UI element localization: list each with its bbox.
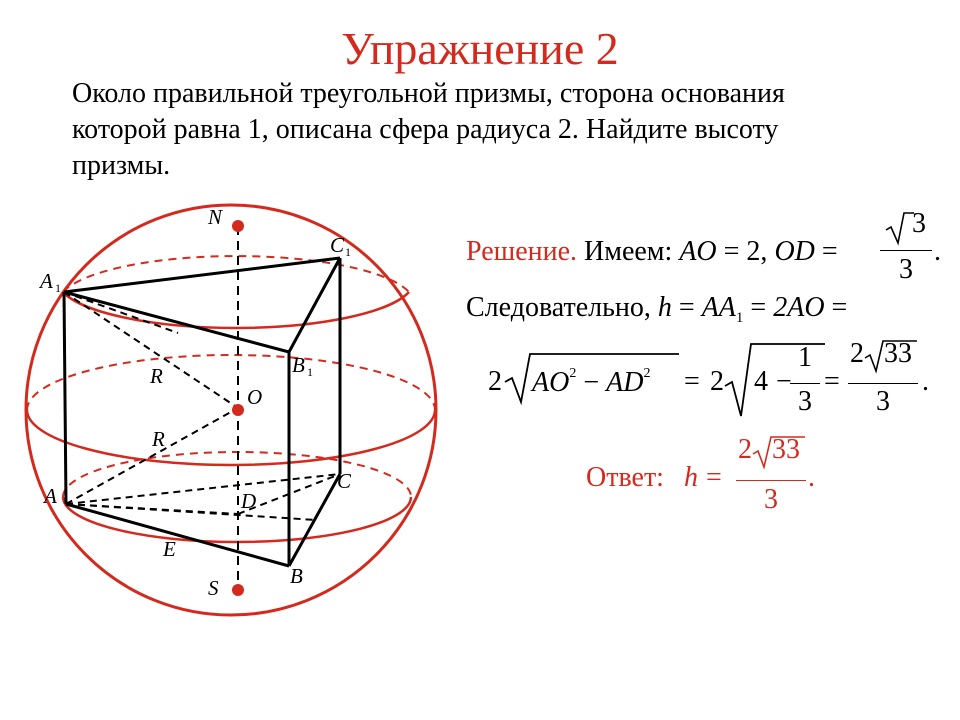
- answer-bar: [736, 480, 806, 481]
- solution-intro: Имеем:: [584, 236, 673, 267]
- label-r-lower: R: [152, 427, 165, 451]
- od-fraction-bar: [880, 250, 932, 251]
- problem-line: призмы.: [72, 150, 171, 181]
- label-n: N: [208, 205, 223, 229]
- answer-eq: =: [706, 462, 722, 493]
- result-radicand: 33: [884, 338, 912, 369]
- answer-radicand: 33: [772, 434, 800, 465]
- consequently-word: Следовательно,: [466, 292, 651, 323]
- sq-1: 2: [569, 366, 577, 381]
- label-a1: A: [40, 269, 53, 293]
- label-o: O: [247, 385, 263, 409]
- point-o: [232, 404, 244, 416]
- point-s: [232, 584, 244, 596]
- var-aa1: AA: [701, 292, 736, 323]
- two-ao: 2AO: [773, 292, 825, 323]
- answer-h: h: [684, 462, 698, 493]
- expr-minus-2: −: [776, 366, 792, 397]
- ao-value: = 2,: [716, 236, 775, 267]
- radicand-1: [532, 366, 650, 399]
- frac1-numerator: 1: [798, 342, 812, 373]
- od-dot: .: [934, 236, 941, 267]
- eq-sign: =: [814, 236, 838, 267]
- expr-four: 4: [754, 366, 768, 397]
- prism-sphere-figure: [0, 200, 460, 620]
- sq-2: 2: [643, 366, 651, 381]
- slide-title: Упражнение 2: [341, 23, 619, 74]
- label-c: C: [337, 469, 352, 493]
- solution-line-2: Следовательно, $h = AA_1 = 2AO$ =: [466, 292, 848, 326]
- answer-denominator: 3: [764, 484, 778, 515]
- label-e: E: [163, 537, 176, 561]
- problem-line: Около правильной треугольной призмы, сторона основания: [72, 78, 785, 109]
- frac1-bar: [790, 383, 820, 384]
- answer-dot: .: [808, 462, 815, 493]
- result-dot: .: [922, 366, 929, 397]
- expr-minus: −: [576, 367, 607, 398]
- var-h: h: [657, 292, 672, 323]
- label-s: S: [208, 576, 219, 600]
- expr-eq-1: =: [684, 366, 700, 397]
- frac1-denominator: 3: [798, 386, 812, 417]
- equator-back: [27, 355, 435, 410]
- label-r-upper: R: [150, 364, 163, 388]
- label-b1-sub: 1: [307, 365, 313, 379]
- result-coef: 2: [850, 338, 864, 369]
- solution-label: Решение.: [466, 236, 578, 267]
- solution-line-1: [466, 236, 838, 268]
- label-a1-sub: 1: [55, 281, 61, 295]
- expr-ao: AO: [532, 367, 570, 398]
- answer-label: Ответ:: [586, 462, 664, 493]
- var-od: OD: [774, 236, 815, 267]
- label-a: A: [44, 484, 57, 508]
- expr-eq-2: =: [824, 366, 840, 397]
- answer-coef: 2: [738, 434, 752, 465]
- var-aa1-sub: 1: [735, 310, 744, 326]
- label-b1: B: [292, 353, 305, 377]
- point-n: [232, 220, 244, 232]
- label-d: D: [241, 489, 257, 513]
- result-bar: [848, 383, 918, 384]
- label-c1: C: [330, 233, 345, 257]
- expr-ad: AD: [606, 367, 644, 398]
- label-c1-sub: 1: [345, 245, 351, 259]
- problem-line: которой равна 1, описана сфера радиуса 2. Найдите высоту: [72, 114, 779, 145]
- label-b: B: [290, 564, 303, 588]
- equator-front: [27, 410, 435, 465]
- result-denominator: 3: [876, 386, 890, 417]
- problem-statement: [72, 76, 912, 184]
- sphere-outline: [26, 205, 436, 615]
- od-numerator: 3: [912, 208, 926, 239]
- expr-coef: 2: [488, 366, 502, 397]
- var-ao: AO: [679, 236, 717, 267]
- expr-two: 2: [710, 366, 724, 397]
- od-denominator: 3: [899, 254, 913, 285]
